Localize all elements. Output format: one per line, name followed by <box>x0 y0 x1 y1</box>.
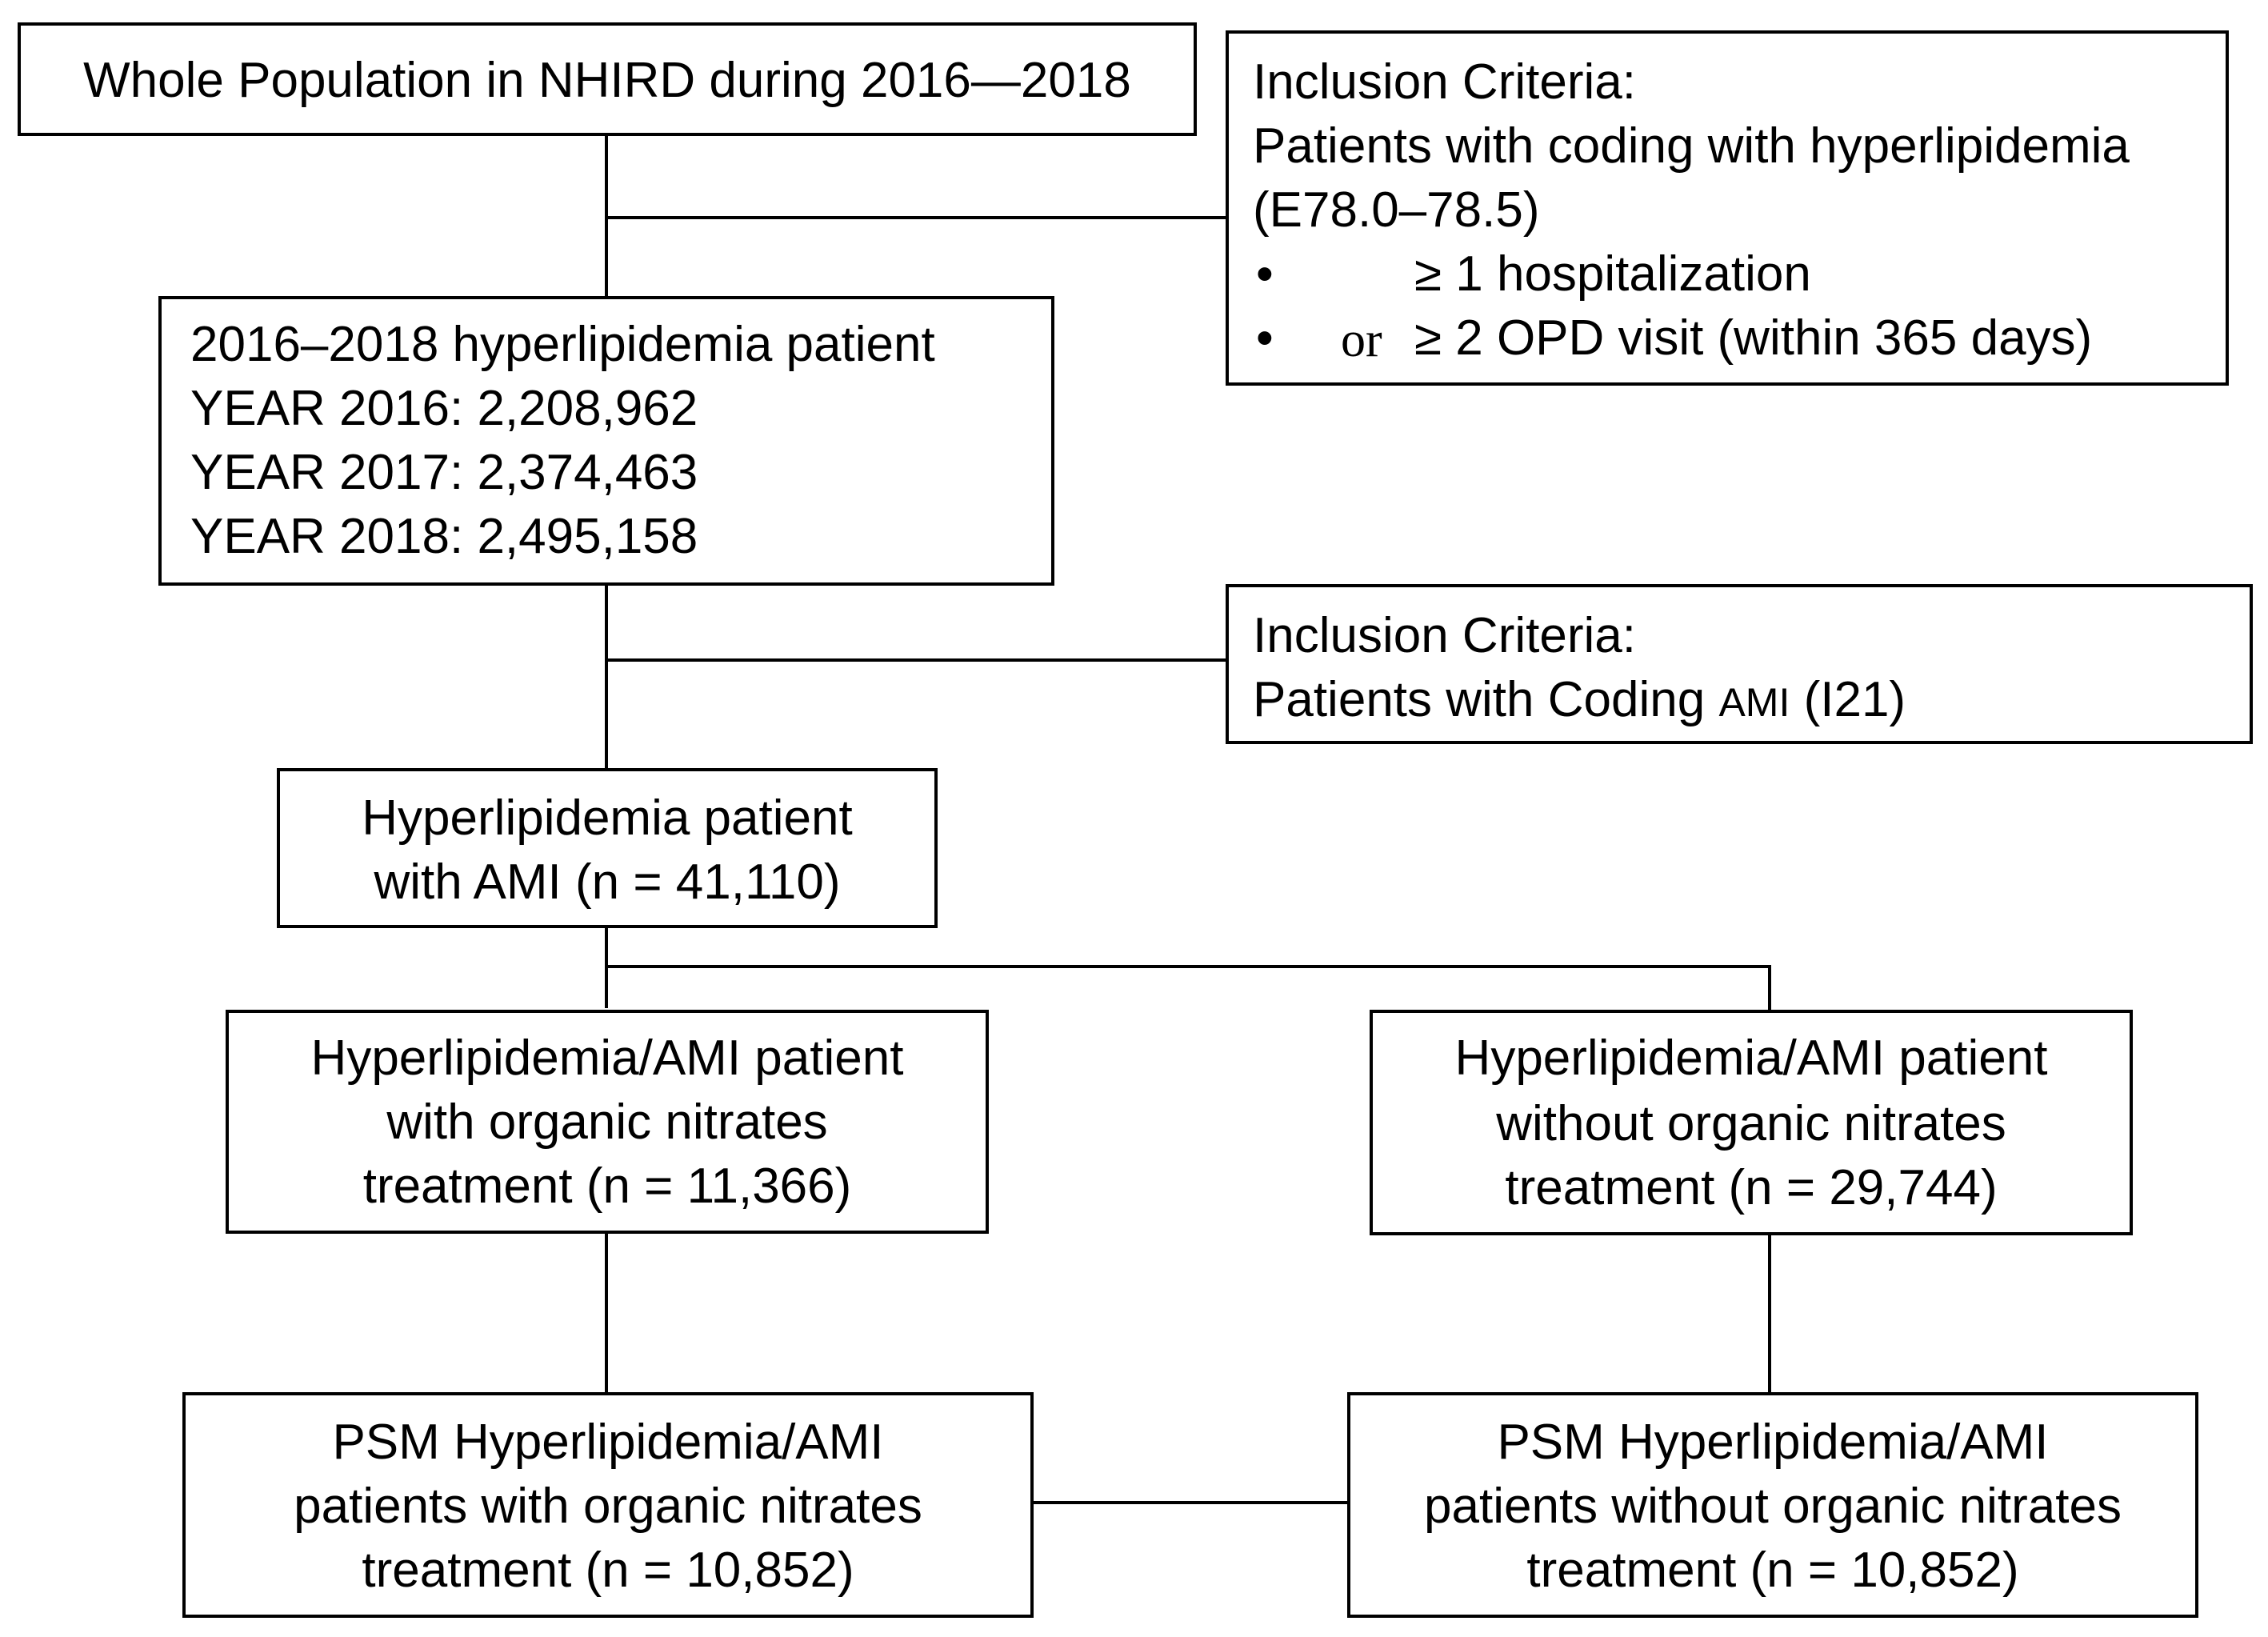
psm-with-line3: treatment (n = 10,852) <box>362 1543 854 1598</box>
ami-patients-line2: with AMI (n = 41,110) <box>374 855 841 910</box>
with-nitrates-box <box>226 1010 989 1234</box>
without-nitrates-box <box>1370 1010 2133 1235</box>
psm-with-line1: PSM Hyperlipidemia/AMI <box>332 1415 884 1470</box>
inclusion-criteria-ami-box <box>1226 584 2253 744</box>
with-nitrates-line1: Hyperlipidemia/AMI patient <box>310 1031 904 1086</box>
connector-branch-horizontal <box>605 965 1771 968</box>
connector-to-inclusion2 <box>605 658 1229 662</box>
psm-without-line1: PSM Hyperlipidemia/AMI <box>1497 1415 2049 1470</box>
inclusion-ami-text-c: (I21) <box>1803 672 1906 727</box>
connector-to-inclusion1 <box>605 216 1229 219</box>
hyperlipidemia-header: 2016–2018 hyperlipidemia patient <box>190 317 935 372</box>
bullet-opd-visit: ≥ 2 OPD visit (within 365 days) <box>1414 310 2093 366</box>
with-nitrates-line2: with organic nitrates <box>386 1095 828 1150</box>
without-nitrates-line1: Hyperlipidemia/AMI patient <box>1454 1031 2048 1086</box>
inclusion-line-codes: (E78.0–78.5) <box>1253 182 1540 238</box>
psm-with-nitrates-box <box>182 1392 1034 1618</box>
inclusion-line-hyperlipidemia: Patients with coding with hyperlipidemia <box>1253 118 2130 174</box>
without-nitrates-line2: without organic nitrates <box>1496 1096 2006 1151</box>
inclusion-criteria-hyperlipidemia-box <box>1226 30 2229 386</box>
with-nitrates-line3: treatment (n = 11,366) <box>362 1159 852 1214</box>
inclusion-title: Inclusion Criteria: <box>1253 54 1636 110</box>
connector-main-2 <box>605 584 608 770</box>
connector-psm-match <box>1032 1501 1349 1504</box>
hyperlipidemia-patients-box <box>158 296 1054 586</box>
bullet-hospitalization: ≥ 1 hospitalization <box>1414 246 1811 302</box>
year-2016-count: YEAR 2016: 2,208,962 <box>190 381 698 436</box>
connector-left-down <box>605 1232 608 1392</box>
bullet-symbol-2: • <box>1256 310 1274 366</box>
year-2017-count: YEAR 2017: 2,374,463 <box>190 445 698 500</box>
inclusion-ami-title: Inclusion Criteria: <box>1253 608 1636 663</box>
connector-main-3 <box>605 928 608 1008</box>
ami-patients-line1: Hyperlipidemia patient <box>362 790 853 846</box>
bullet-symbol-1: • <box>1256 246 1274 302</box>
connector-right-down <box>1768 1234 1771 1392</box>
bullet-or-text: or <box>1341 313 1382 367</box>
inclusion-ami-text-a: Patients with Coding <box>1253 672 1706 727</box>
psm-without-line2: patients without organic nitrates <box>1424 1479 2122 1534</box>
psm-without-nitrates-box <box>1347 1392 2198 1618</box>
psm-with-line2: patients with organic nitrates <box>294 1479 922 1534</box>
whole-population-text: Whole Population in NHIRD during 2016—2018 <box>83 53 1131 108</box>
year-2018-count: YEAR 2018: 2,495,158 <box>190 509 698 564</box>
ami-patients-box <box>277 768 938 928</box>
whole-population-box <box>18 22 1197 136</box>
without-nitrates-line3: treatment (n = 29,744) <box>1505 1160 1998 1215</box>
inclusion-ami-line <box>1253 672 1906 727</box>
connector-branch-right <box>1768 965 1771 1010</box>
inclusion-ami-text-b: AMI <box>1718 680 1790 725</box>
psm-without-line3: treatment (n = 10,852) <box>1526 1543 2019 1598</box>
